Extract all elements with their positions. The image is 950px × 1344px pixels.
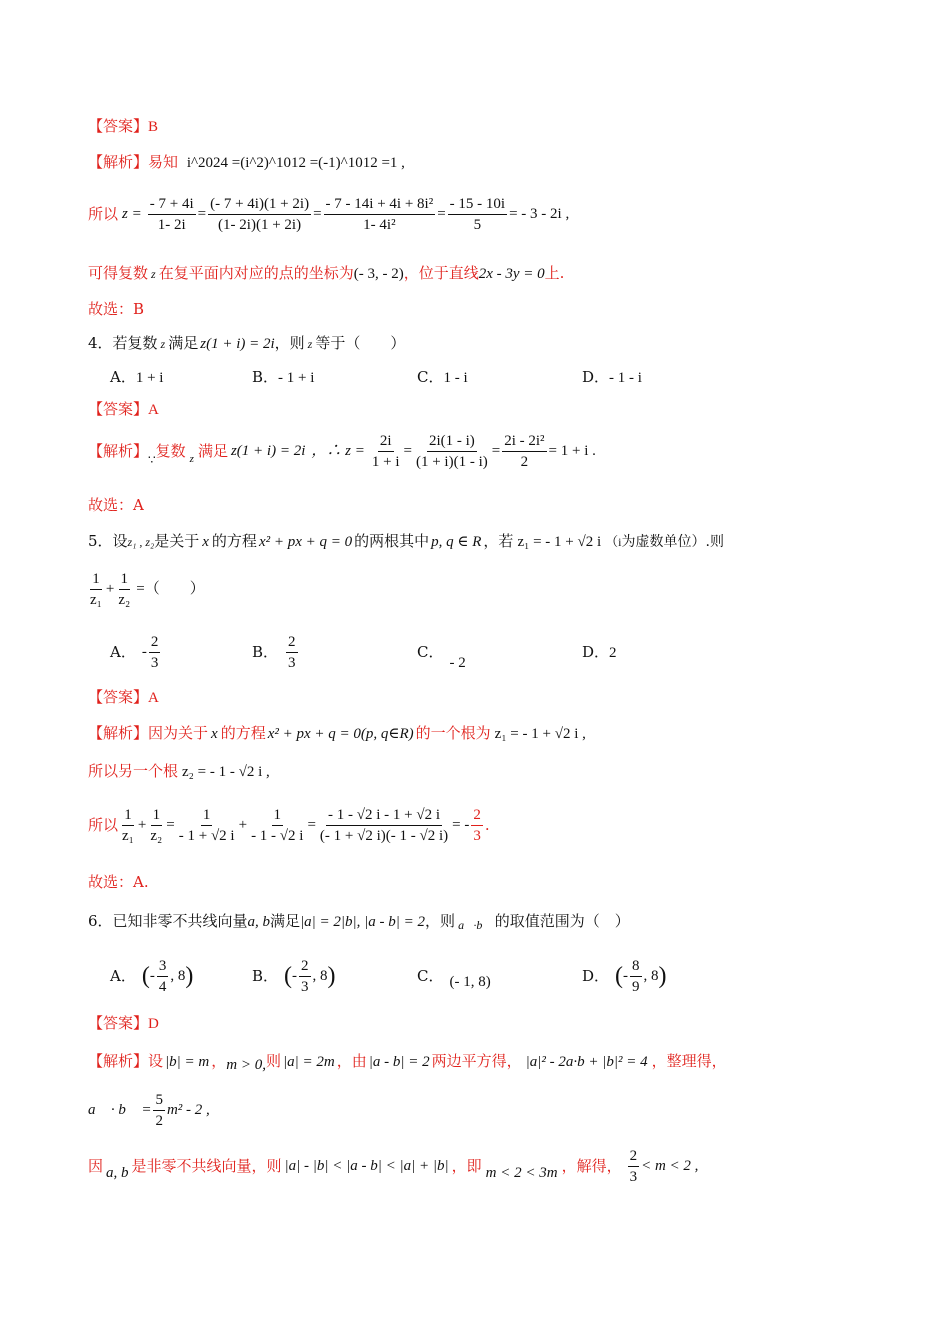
denominator: (1- 2i)(1 + 2i) [218,216,302,233]
fraction [120,805,136,846]
analysis-text: 复数 [155,442,186,460]
math-expression: (- 3, - 2) [353,266,404,282]
math-expression: |a| = 2m [282,1054,335,1070]
denominator: - 1 + √2 i [178,827,235,844]
analysis-text: 因 [88,1157,104,1175]
math-expression: = 1 + i . [548,443,596,459]
option-sign: - [141,644,147,660]
math-expression: |b| = m [165,1054,210,1070]
denominator: 4 [158,978,167,995]
analysis-tag: 【解析】 [88,153,149,171]
q4-option-a [110,366,163,389]
analysis-text: 是非零不共线向量，则 [131,1157,282,1175]
fraction [370,431,402,472]
interval-bound: , 8 [170,968,186,984]
math-expression: = - 3 - 2i , [509,206,570,222]
fraction [153,1090,165,1131]
analysis-text: ，整理得， [651,1052,727,1070]
denominator: 1 + i [371,453,400,470]
question-text: 等于（ ） [315,334,406,352]
analysis-tag: 【解析】 [88,724,149,742]
numerator: 8 [630,956,642,977]
q6-stem [88,910,630,933]
numerator: 2 [286,632,298,653]
q4-answer-line [88,398,159,421]
fraction [630,956,642,997]
answer-tag: 【答案】 [88,400,149,418]
denominator: z₁ [122,827,134,844]
q6-option-a: A． ( - $\frac{3}{4}$ , 8 ) [110,957,194,995]
q3-analysis-line3 [88,262,564,285]
numerator: (- 7 + 4i)(1 + 2i) [208,194,311,215]
numerator: 1 [119,569,131,590]
question-text: 的两根其中 [354,532,430,550]
q4-option-c [417,366,468,389]
numerator: 1 [122,805,134,826]
math-expression: |a - b| = 2 [368,1054,430,1070]
analysis-tag: 【解析】 [88,442,149,460]
answer-value: A [148,402,159,418]
denominator: 3 [301,978,309,995]
fraction [502,431,546,472]
q6-option-d: D． ( - $\frac{8}{9}$ , 8 ) [582,957,667,995]
denominator: 2 [520,453,529,470]
fraction [324,194,436,235]
math-expression: |a| - |b| < |a - b| < |a| + |b| [284,1158,449,1174]
q3-conclusion: 故选：B [88,300,145,318]
numerator: 1 [90,569,102,590]
option-label: D． [582,368,610,386]
option-label: A． [110,368,136,386]
answer-tag: 【答案】 [88,117,149,135]
denominator: 3 [288,654,296,671]
denominator: 1- 4i² [363,216,396,233]
q4-option-d [582,366,642,389]
analysis-text: 因为关于 [148,724,209,742]
math-expression: |a|² - 2a·b + |b|² = 4 [525,1054,648,1070]
analysis-text: 上. [544,264,565,282]
math-expression: i^2024 =(i^2)^1012 =(-1)^1012 =1 , [186,155,405,171]
option-label: A． [110,643,136,661]
option-label: C． [417,967,444,985]
q5-option-a [110,630,162,674]
option-value: 1 - i [443,370,468,386]
q5-conclusion: 故选：A. [88,873,149,891]
option-value: 1 + i [135,370,164,386]
question-text: 的方程 [211,532,257,550]
option-label: D． [582,967,610,985]
question-text: 满足 [168,334,199,352]
q5-stem [88,530,724,554]
math-expression: z₁ = - 1 + √2 i [517,534,602,550]
option-value: 2 [609,645,617,661]
interval-bound: , 8 [643,968,659,984]
numerator: 5 [153,1090,165,1111]
denominator: 2 [155,1112,163,1129]
answer-value: B [148,119,159,135]
denominator: z₂ [150,827,163,844]
fraction [149,632,161,673]
denominator: 1- 2i [157,216,186,233]
question-text: （ [605,535,619,550]
analysis-text: 的一个根为 [415,724,491,742]
q5-option-c [417,641,466,671]
fraction [286,632,298,673]
math-expression: p, q ∈ R [431,534,482,550]
denominator: (1 + i)(1 - i) [415,453,488,470]
analysis-tag: 【解析】 [88,1052,149,1070]
fraction [448,194,507,235]
q6-option-b: B． ( - $\frac{2}{3}$ , 8 ) [252,957,336,995]
analysis-text: 满足 [197,442,228,460]
analysis-text: 在复平面内对应的点的坐标为 [158,264,354,282]
math-expression: z(1 + i) = 2i [230,443,306,459]
q4-option-b [252,366,314,389]
denominator: 3 [150,654,159,671]
math-var: z [151,267,156,281]
q5-option-b [252,630,300,674]
fraction [148,805,164,846]
numerator: 2 [149,632,161,653]
math-expression: m > 0, [226,1057,266,1073]
fraction [318,805,450,846]
analysis-text: 则 [265,1052,281,1070]
numerator: 2 [628,1146,640,1167]
analysis-text: 易知 [148,153,179,171]
interval-bound: , 8 [312,968,328,984]
math-expression: z₂ = - 1 - √2 i , [182,764,270,780]
numerator: 1 [201,805,213,826]
fraction [208,194,311,235]
analysis-text: ， [211,1052,227,1070]
math-expression: z = [122,206,142,222]
fraction [299,956,311,997]
question-text: 6．已知非零不共线向量 [88,912,248,930]
option-label: B． [252,643,279,661]
analysis-text: 所以另一个根 [88,762,179,780]
analysis-text: 两边平方得， [431,1052,522,1070]
denominator: (- 1 + √2 i)(- 1 - √2 i) [319,827,449,844]
q6-analysis-line1 [88,1050,727,1073]
q4-conclusion: 故选：A [88,496,144,514]
question-text: 4．若复数 [88,334,158,352]
answer-value: D [148,1016,159,1032]
question-text: =（ ） [136,581,205,597]
q5-analysis-line3: 所以 $\frac{1}{\text{z₁}}$ + $\frac{1}{\text{z₂}}$ = $\frac{1}{- 1 + √2 i}$ + $\frac{1}{- 1 - √2 i}$ = $\frac{- 1 - √2 i - 1 + √2 i}{(- 1 + √2 i)(- 1 - √2 i)}$ = - $\frac{2}{3}$ . [88,806,490,844]
math-expression: x² + px + q = 0(p, q∈R) [267,726,414,742]
analysis-text: ，由 [336,1052,367,1070]
option-value: - 1 + i [278,370,315,386]
question-text: ，则 [274,334,305,352]
option-label: C． [417,368,444,386]
q5-analysis-line2 [88,760,270,783]
option-label: A． [110,967,136,985]
option-value: - 2 [449,655,466,671]
analysis-text: 所以 [88,205,119,223]
numerator: 1 [151,805,163,826]
fraction [88,569,104,610]
analysis-text: ，解得， [561,1157,622,1175]
option-value: - 1 - i [609,370,642,386]
numerator: - 7 - 14i + 4i + 8i² [324,194,436,215]
q3-analysis-line2: 所以 z = $\frac{- 7 + 4i}{1- 2i}$ = $\frac{(- 7 + 4i)(1 + 2i)}{(1- 2i)(1 + 2i)}$ = $\frac{\text{- 7 - 14i + 4i + 8i²}}{\text{1- 4i²}}$ = $\frac{- 15 - 10i}{5}$ = - 3 - 2i , [88,195,570,233]
math-expression: z₁ = - 1 + √2 i , [494,726,586,742]
q6-option-c [417,965,491,988]
numerator: 2i [378,431,394,452]
question-text: 满足 [270,912,301,930]
math-expression: 2x - 3y = 0 [478,266,545,282]
denominator: - 1 - √2 i [251,827,304,844]
option-value: (- 1, 8) [449,974,491,990]
q5-answer-line [88,686,159,709]
numerator: - 15 - 10i [448,194,507,215]
analysis-text: 设 [148,1052,164,1070]
math-expression: a⃗ · b⃗ = [88,1102,152,1118]
math-expression: < m < 2 , [641,1158,699,1174]
fraction [471,805,483,846]
question-text: 为虚数单位）.则 [621,534,724,550]
option-label: B． [252,368,279,386]
analysis-text: ，位于直线 [403,264,479,282]
math-expression: z(1 + i) = 2i [200,336,275,352]
math-var: i [618,535,622,549]
q5-option-d [582,641,617,664]
answer-tag: 【答案】 [88,1014,149,1032]
math-expression: m² - 2 , [166,1102,210,1118]
math-expression: a⃗·b⃗ [458,918,492,932]
answer-value: A [148,690,159,706]
math-symbol: ∵ [148,453,156,467]
analysis-text: 的方程 [220,724,266,742]
denominator: 3 [473,827,481,844]
answer-tag: 【答案】 [88,688,149,706]
fraction [628,1146,640,1187]
math-expression: a, b [247,914,271,930]
math-var: x [202,534,209,550]
q5-stem-line2: $\frac{1}{\text{z₁}}$ + $\frac{1}{\text{z₂}}$ =（ ） [90,570,205,608]
denominator: 3 [629,1168,638,1185]
math-expression: m < 2 < 3m [485,1165,558,1181]
fraction [414,431,490,472]
numerator: 1 [272,805,284,826]
question-text: 是关于 [154,532,200,550]
denominator: 5 [473,216,482,233]
fraction [249,805,305,846]
q4-stem [88,332,405,355]
question-text: ，若 [483,532,514,550]
q4-analysis-line: 【解析】 ∵ 复数 z 满足 z(1 + i) = 2i ，∴ z = $\frac{2i}{1 + i}$ = $\frac{2i(1 - i)}{(1 + i)(1 - i)}$ = $\frac{\text{2i - 2i²}}{2}$ = 1 + i . [88,432,596,470]
analysis-text: 可得复数 [88,264,149,282]
math-expression: ，∴ z = [311,443,365,459]
numerator: 2 [471,805,483,826]
math-expression: |a| = 2|b|, |a - b| = 2 [300,914,426,930]
fraction [116,569,132,610]
math-expression: a, b [106,1165,129,1181]
q5-analysis-line1 [88,722,586,745]
numerator: - 1 - √2 i - 1 + √2 i [326,805,442,826]
option-label: C． [417,643,444,661]
fraction [148,194,196,235]
question-text: 5．设 [88,532,128,550]
numerator: 3 [157,956,169,977]
q6-analysis-line2 [88,1088,210,1132]
denominator: z₁ [90,591,102,608]
analysis-text: ，即 [451,1157,482,1175]
question-text: ，则 [425,912,456,930]
numerator: - 7 + 4i [148,194,196,215]
math-var: z [160,337,166,351]
analysis-text: 所以 [88,816,119,834]
q3-answer-line [88,115,158,138]
math-var: z [189,453,194,465]
math-expression: x² + px + q = 0 [258,534,353,550]
q3-analysis-line1 [88,151,405,174]
fraction [177,805,237,846]
numerator: 2i(1 - i) [427,431,477,452]
option-label: D． [582,643,610,661]
numerator: 2 [299,956,311,977]
question-text: 的取值范围为（ ） [494,912,630,930]
numerator: 2i - 2i² [502,431,546,452]
denominator: z₂ [118,591,131,608]
q6-analysis-line3 [88,1144,698,1188]
q6-answer-line [88,1012,159,1035]
math-var: x [211,726,218,742]
math-expression: z₁ , z₂ [127,535,155,549]
math-var: z [307,337,313,351]
fraction [157,956,169,997]
denominator: 9 [632,978,640,995]
option-label: B． [252,967,279,985]
